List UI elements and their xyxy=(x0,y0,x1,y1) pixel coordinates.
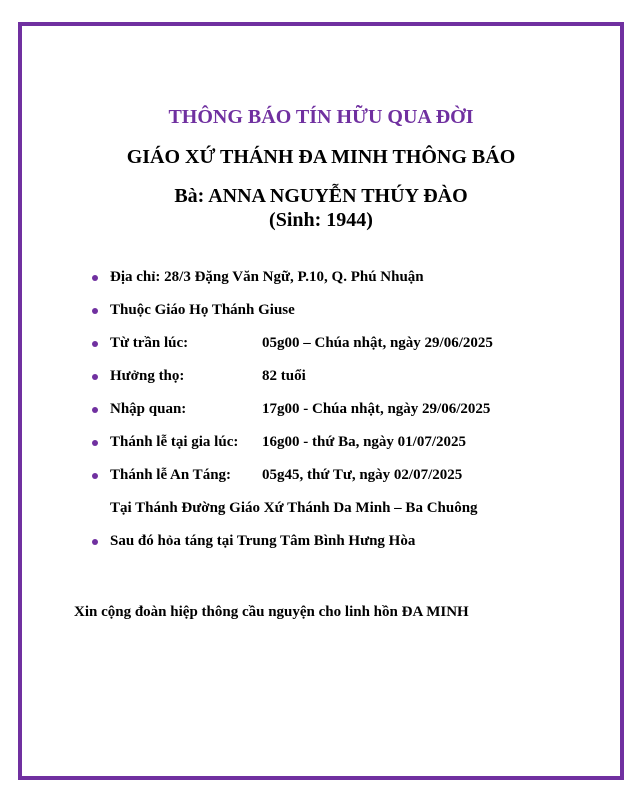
detail-label: Hưởng thọ: xyxy=(110,368,185,384)
bullet-icon xyxy=(92,341,98,347)
detail-label: Sau đó hỏa táng tại Trung Tâm Bình Hưng Hòa xyxy=(110,533,416,549)
announcement-title: THÔNG BÁO TÍN HỮU QUA ĐỜI xyxy=(168,106,474,128)
bullet-icon xyxy=(92,539,98,545)
detail-value: 17g00 - Chúa nhật, ngày 29/06/2025 xyxy=(262,401,491,417)
detail-label: Từ trần lúc: xyxy=(110,335,189,351)
detail-label: Tại Thánh Đường Giáo Xứ Thánh Da Minh – Ba Chuông xyxy=(110,500,478,516)
detail-value: 16g00 - thứ Ba, ngày 01/07/2025 xyxy=(262,434,467,450)
bullet-icon xyxy=(92,275,98,281)
detail-value: 82 tuổi xyxy=(262,368,306,384)
bullet-icon xyxy=(92,440,98,446)
detail-value: 05g00 – Chúa nhật, ngày 29/06/2025 xyxy=(262,335,493,351)
bullet-icon xyxy=(92,473,98,479)
bullet-icon xyxy=(92,308,98,314)
deceased-name: Bà: ANNA NGUYỄN THÚY ĐÀO xyxy=(174,185,468,207)
bullet-icon xyxy=(92,407,98,413)
detail-label: Thuộc Giáo Họ Thánh Giuse xyxy=(110,302,295,318)
detail-label: Địa chỉ: 28/3 Đặng Văn Ngữ, P.10, Q. Phú Nhuận xyxy=(110,269,424,285)
deceased-name-block xyxy=(22,184,620,232)
detail-label: Thánh lễ tại gia lúc: xyxy=(110,434,239,450)
detail-label: Thánh lễ An Táng: xyxy=(110,467,232,483)
detail-label: Nhập quan: xyxy=(110,401,187,417)
bullet-icon xyxy=(92,374,98,380)
prayer-request: Xin cộng đoàn hiệp thông cầu nguyện cho linh hồn ĐA MINH xyxy=(74,604,469,620)
detail-value: 05g45, thứ Tư, ngày 02/07/2025 xyxy=(262,467,463,483)
birth-year: (Sinh: 1944) xyxy=(269,209,373,231)
parish-announcement-heading: GIÁO XỨ THÁNH ĐA MINH THÔNG BÁO xyxy=(126,146,516,168)
announcement-border-frame xyxy=(18,22,624,780)
